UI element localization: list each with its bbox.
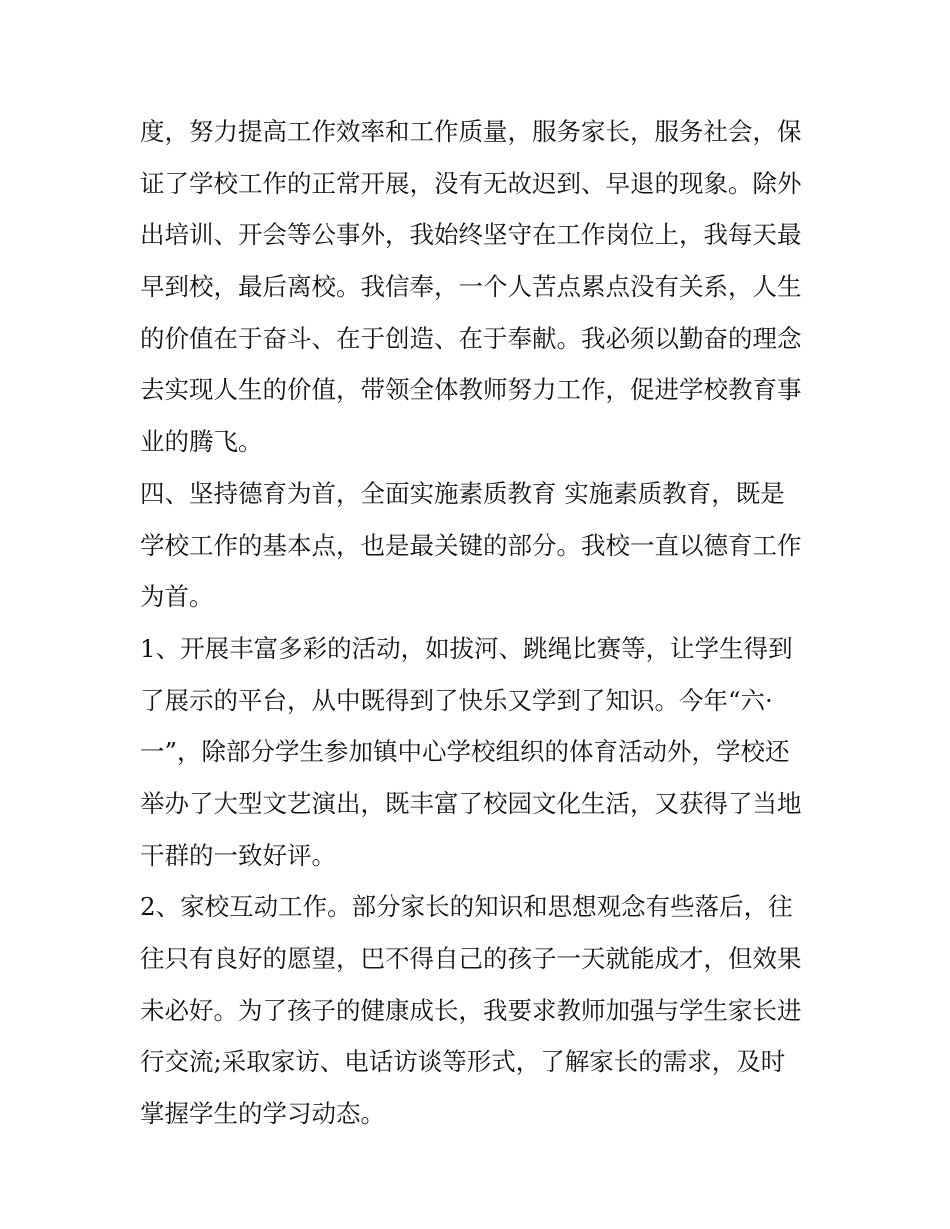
- text-line: 度，努力提高工作效率和工作质量，服务家长，服务社会，保: [140, 117, 802, 146]
- text-line: 出培训、开会等公事外，我始终坚守在工作岗位上，我每天最: [140, 220, 802, 250]
- list-item-line: 1、开展丰富多彩的活动，如拔河、跳绳比赛等，让学生得到: [140, 633, 793, 663]
- body-text: [140, 106, 840, 1140]
- text-line: 学校工作的基本点，也是最关键的部分。我校一直以德育工作: [140, 530, 802, 560]
- text-line: 证了学校工作的正常开展，没有无故迟到、早退的现象。除外: [140, 168, 802, 198]
- section-heading-line: 四、坚持德育为首，全面实施素质教育 实施素质教育，既是: [140, 478, 785, 508]
- text-line: 往只有良好的愿望，巴不得自己的孩子一天就能成才，但效果: [140, 944, 802, 973]
- text-line: 了展示的平台，从中既得到了快乐又学到了知识。今年“六·: [140, 685, 773, 715]
- text-line: 的价值在于奋斗、在于创造、在于奉献。我必须以勤奋的理念: [140, 323, 802, 353]
- list-item-line: 2、家校互动工作。部分家长的知识和思想观念有些落后，往: [140, 892, 793, 922]
- text-line: 为首。: [140, 582, 214, 612]
- text-line: 行交流;采取家访、电话访谈等形式，了解家长的需求，及时: [140, 1047, 786, 1077]
- text-line: 早到校，最后离校。我信奉，一个人苦点累点没有关系，人生: [140, 272, 802, 302]
- text-line: 干群的一致好评。: [140, 840, 336, 870]
- text-line: 业的腾飞。: [140, 427, 263, 457]
- text-line: 举办了大型文艺演出，既丰富了校园文化生活，又获得了当地: [140, 788, 802, 818]
- text-line: 掌握学生的学习动态。: [140, 1099, 385, 1129]
- text-line: 一”，除部分学生参加镇中心学校组织的体育活动外，学校还: [140, 737, 790, 767]
- text-line: 未必好。为了孩子的健康成长，我要求教师加强与学生家长进: [140, 995, 802, 1025]
- text-line: 去实现人生的价值，带领全体教师努力工作，促进学校教育事: [140, 375, 802, 405]
